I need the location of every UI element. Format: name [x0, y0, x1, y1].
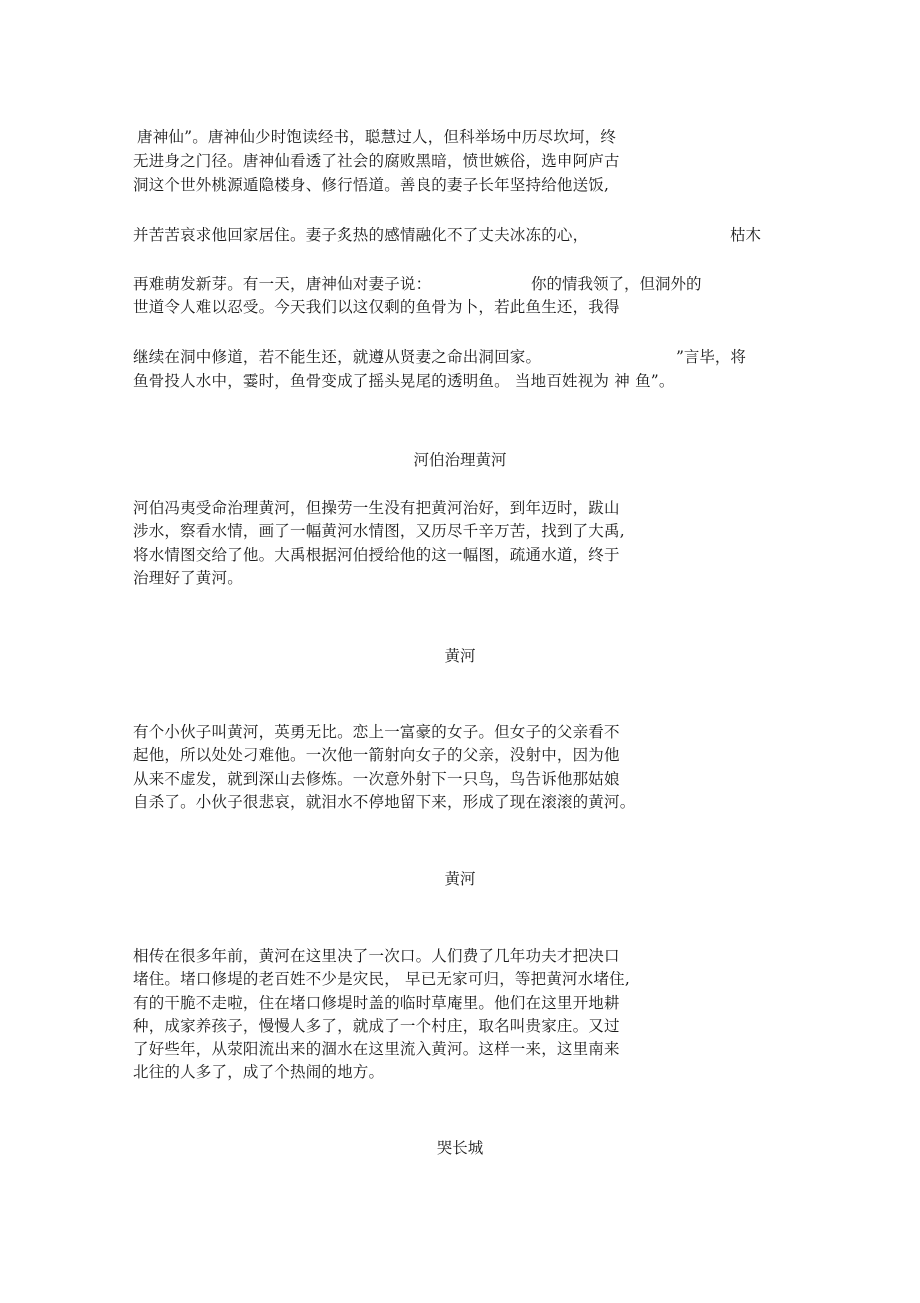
- section-heading: 哭长城: [436, 1139, 484, 1157]
- text-line: 北往的人多了，成了个热闹的地方。: [133, 1063, 385, 1081]
- section-heading: 河伯治理黄河: [413, 451, 507, 469]
- text-line: 治理好了黄河。: [133, 569, 243, 587]
- text-line: 将水情图交给了他。大禹根据河伯授给他的这一幅图，疏通水道，终于: [133, 546, 620, 564]
- section-heading: 黄河: [444, 870, 476, 888]
- text-line: 种，成家养孩子，慢慢人多了，就成了一个村庄，取名叫贵家庄。又过: [133, 1017, 620, 1035]
- text-line: 并苦苦哀求他回家居住。妻子炙热的感情融化不了丈夫冰冻的心，: [133, 226, 589, 244]
- text-line: 继续在洞中修道，若不能生还，就遵从贤妻之命出洞回家。: [133, 348, 542, 366]
- text-line: 起他，所以处处刁难他。一次他一箭射向女子的父亲，没射中，因为他: [133, 746, 620, 764]
- text-line: 洞这个世外桃源遁隐楼身、修行悟道。善良的妻子长年坚持给他送饭,: [133, 176, 610, 194]
- text-fragment: 你的情我领了，但洞外的: [531, 275, 702, 293]
- text-line: 有的干脆不走啦，住在堵口修堤时盖的临时草庵里。他们在这里开地耕: [133, 994, 620, 1012]
- text-line: 世道令人难以忍受。今天我们以这仅剩的鱼骨为卜，若此鱼生还，我得: [133, 298, 620, 316]
- text-line: 唐神仙”。唐神仙少时饱读经书，聪慧过人，但科举场中历尽坎坷，终: [137, 128, 617, 146]
- section-heading: 黄河: [444, 647, 476, 665]
- text-line: 相传在很多年前，黄河在这里决了一次口。人们费了几年功夫才把决口: [133, 947, 620, 965]
- text-line: 从来不虚发，就到深山去修炼。一次意外射下一只鸟，鸟告诉他那姑娘: [133, 770, 620, 788]
- text-line: 堵住。堵口修堤的老百姓不少是灾民， 早已无家可归，等把黄河水堵住,: [133, 970, 630, 988]
- text-line: 涉水，察看水情，画了一幅黄河水情图，又历尽千辛万苦，找到了大禹,: [133, 522, 625, 540]
- text-line: 再难萌发新芽。有一天，唐神仙对妻子说：: [133, 275, 432, 293]
- text-fragment: 枯木: [730, 226, 762, 244]
- text-line: 无进身之门径。唐神仙看透了社会的腐败黑暗，愤世嫉俗，选申阿庐古: [133, 152, 620, 170]
- text-line: 河伯冯夷受命治理黄河，但操劳一生没有把黄河治好，到年迈时，跋山: [133, 499, 620, 517]
- text-fragment: ”言毕，将: [676, 348, 746, 366]
- text-line: 有个小伙子叫黄河，英勇无比。恋上一富豪的女子。但女子的父亲看不: [133, 723, 620, 741]
- text-line: 鱼骨投人水中，霎时，鱼骨变成了摇头晃尾的透明鱼。 当地百姓视为 神 鱼”。: [133, 372, 675, 390]
- text-line: 自杀了。小伙子很悲哀，就泪水不停地留下来，形成了现在滚滚的黄河。: [133, 793, 636, 811]
- text-line: 了好些年，从荥阳流出来的涸水在这里流入黄河。这样一来，这里南来: [133, 1040, 620, 1058]
